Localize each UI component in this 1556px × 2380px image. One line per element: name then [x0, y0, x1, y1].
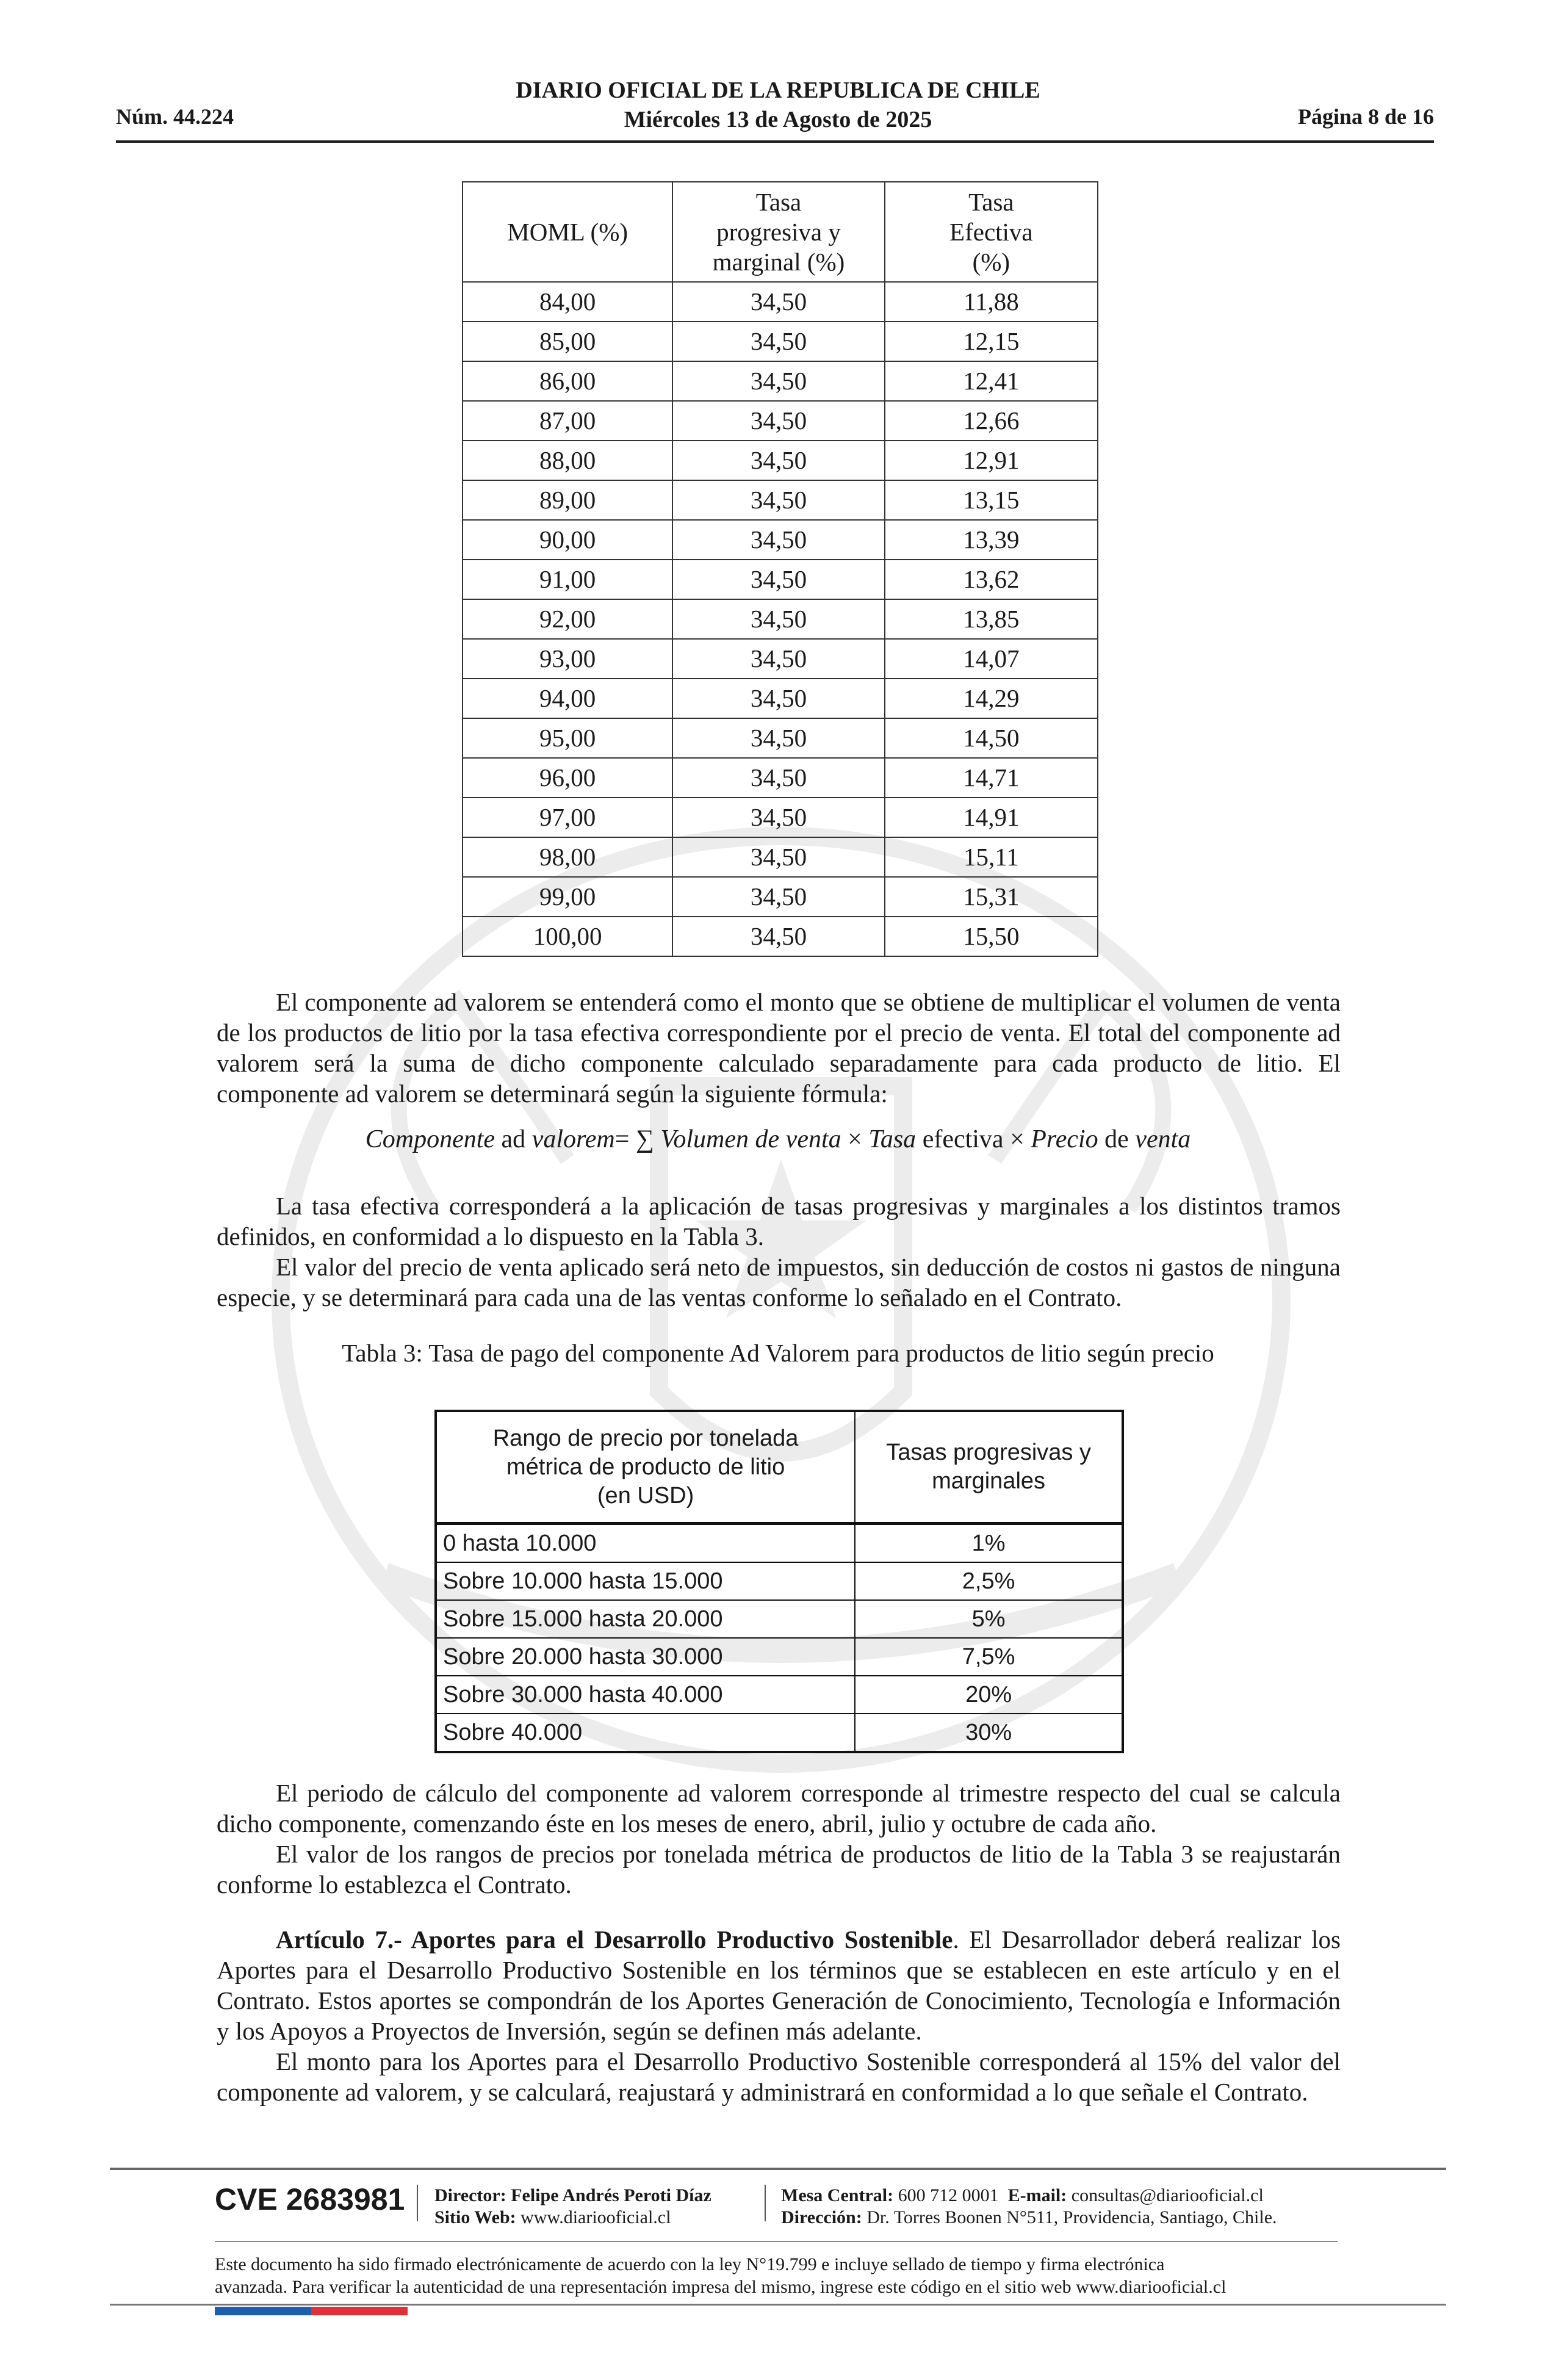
effective-rate-cell: 12,66	[885, 401, 1098, 441]
director-label: Director:	[434, 2185, 506, 2205]
progressive-rate-cell: 34,50	[672, 679, 884, 718]
price-range-cell: Sobre 20.000 hasta 30.000	[436, 1638, 855, 1676]
moml-cell: 84,00	[463, 282, 672, 322]
header-text: Tasas progresivas y	[886, 1440, 1091, 1465]
table-row	[436, 1524, 1123, 1563]
table-row	[463, 520, 1098, 560]
table-header-row	[436, 1411, 1123, 1524]
price-range-cell: Sobre 15.000 hasta 20.000	[436, 1600, 855, 1638]
email-link[interactable]: consultas@diariooficial.cl	[1071, 2185, 1264, 2205]
table-row	[463, 401, 1098, 441]
progressive-rate-cell: 34,50	[672, 599, 884, 639]
price-range-cell: Sobre 40.000	[436, 1714, 855, 1752]
footer-separator	[765, 2185, 766, 2221]
moml-cell: 94,00	[463, 679, 672, 718]
price-range-rate-table	[434, 1410, 1124, 1753]
header-text: Tasa	[968, 187, 1014, 216]
moml-cell: 92,00	[463, 599, 672, 639]
header-text: marginal (%)	[712, 247, 845, 276]
table-row	[463, 917, 1098, 956]
website-link[interactable]: www.diariooficial.cl	[520, 2207, 671, 2227]
progressive-rate-cell: 34,50	[672, 560, 884, 599]
progressive-rate-cell: 34,50	[672, 480, 884, 520]
moml-cell: 95,00	[463, 718, 672, 758]
table-row	[463, 679, 1098, 718]
ad-valorem-formula	[0, 1125, 1556, 1154]
table-row	[463, 798, 1098, 837]
effective-rate-cell: 15,31	[885, 877, 1098, 917]
price-range-cell: 0 hasta 10.000	[436, 1524, 855, 1563]
flag-stripe-red	[311, 2307, 408, 2315]
table-row	[463, 480, 1098, 520]
phone-label: Mesa Central:	[781, 2185, 894, 2205]
paragraph-text: La tasa efectiva corresponderá a la aplicación de tasas progresivas y marginales a los distintos tramos definidos, en conformidad a lo dispuesto en la Tabla 3.	[217, 1192, 1341, 1250]
effective-rate-cell: 11,88	[885, 282, 1098, 322]
paragraph-effective-rate	[217, 1191, 1341, 1313]
table-row	[436, 1562, 1123, 1600]
paragraph-text: El periodo de cálculo del componente ad valorem corresponde al trimestre respecto del cual se calcula dicho componente, comenzando éste en los meses de enero, abril, julio y octubre de cada año.	[217, 1779, 1341, 1837]
moml-cell: 93,00	[463, 639, 672, 679]
progressive-rate-cell: 34,50	[672, 917, 884, 956]
progressive-rate-cell: 34,50	[672, 441, 884, 480]
header-text: (%)	[972, 247, 1010, 276]
table-row	[436, 1600, 1123, 1638]
progressive-rate-cell: 34,50	[672, 322, 884, 361]
notice-line: avanzada. Para verificar la autenticidad de una representación impresa del mismo, ingrese este código en el sitio web www.diariooficial.cl	[215, 2277, 1226, 2297]
table-row	[436, 1638, 1123, 1676]
table-row	[463, 718, 1098, 758]
paragraph-ad-valorem	[217, 987, 1341, 1109]
effective-rate-cell: 13,39	[885, 520, 1098, 560]
rate-cell: 20%	[855, 1676, 1123, 1714]
formula-term: = ∑	[614, 1125, 661, 1153]
flag-stripe-blue	[215, 2307, 311, 2315]
header-text: marginales	[932, 1468, 1046, 1494]
table-row	[436, 1714, 1123, 1752]
footer-contact-block	[781, 2185, 1277, 2229]
progressive-rate-cell: 34,50	[672, 758, 884, 798]
paragraph-text: El valor del precio de venta aplicado será neto de impuestos, sin deducción de costos ni gastos de ninguna especie, y se determinará para cada una de las ventas conforme lo señalado en el Contrato.	[217, 1253, 1341, 1311]
formula-term: de	[1098, 1125, 1136, 1153]
effective-rate-cell: 15,50	[885, 917, 1098, 956]
rate-cell: 30%	[855, 1714, 1123, 1752]
header-effective-rate	[885, 182, 1098, 282]
progressive-rate-cell: 34,50	[672, 837, 884, 877]
notice-line: Este documento ha sido firmado electrónicamente de acuerdo con la ley N°19.799 e incluye sellado de tiempo y firma electrónica	[215, 2254, 1165, 2274]
header-text: Rango de precio por tonelada	[492, 1425, 799, 1451]
effective-rate-cell: 14,50	[885, 718, 1098, 758]
progressive-rate-cell: 34,50	[672, 401, 884, 441]
formula-term: Precio	[1031, 1125, 1098, 1153]
header-text: métrica de producto de litio	[506, 1454, 785, 1480]
table-row	[463, 837, 1098, 877]
header-text: Tasa	[755, 187, 802, 216]
moml-cell: 85,00	[463, 322, 672, 361]
paragraph-calculation-period	[217, 1778, 1341, 1900]
page-indicator: Página 8 de 16	[1297, 104, 1434, 129]
moml-rate-table	[462, 181, 1098, 957]
progressive-rate-cell: 34,50	[672, 361, 884, 401]
email-label: E-mail:	[1007, 2185, 1067, 2205]
header-text: Efectiva	[949, 217, 1033, 246]
table-header-row	[463, 182, 1098, 282]
effective-rate-cell: 13,62	[885, 560, 1098, 599]
effective-rate-cell: 14,71	[885, 758, 1098, 798]
table-row	[463, 282, 1098, 322]
footer-divider	[110, 2168, 1446, 2170]
director-name: Felipe Andrés Peroti Díaz	[511, 2185, 711, 2205]
moml-cell: 88,00	[463, 441, 672, 480]
header-divider	[116, 140, 1434, 143]
progressive-rate-cell: 34,50	[672, 718, 884, 758]
paragraph-text: El componente ad valorem se entenderá como el monto que se obtiene de multiplicar el volumen de venta de los productos de litio por la tasa efectiva correspondiente por el precio de venta. El total del componente ad valorem será la suma de dicho componente calculado separadamente para cada producto de litio. El componente ad valorem se determinará según la siguiente fórmula:	[217, 988, 1341, 1108]
address-text: Dr. Torres Boonen N°511, Providencia, Santiago, Chile.	[866, 2207, 1277, 2227]
formula-term: venta	[1135, 1125, 1191, 1153]
header-text: progresiva y	[716, 217, 841, 246]
footer-separator	[417, 2185, 418, 2221]
table-row	[463, 877, 1098, 917]
table-row	[436, 1676, 1123, 1714]
effective-rate-cell: 15,11	[885, 837, 1098, 877]
moml-cell: 100,00	[463, 917, 672, 956]
effective-rate-cell: 12,41	[885, 361, 1098, 401]
address-label: Dirección:	[781, 2207, 862, 2227]
rate-cell: 5%	[855, 1600, 1123, 1638]
progressive-rate-cell: 34,50	[672, 798, 884, 837]
header-price-range	[436, 1411, 855, 1524]
header-text: (en USD)	[597, 1482, 694, 1509]
formula-term: Volumen de venta	[660, 1125, 841, 1153]
header-progressive-rates	[855, 1411, 1123, 1524]
table-row	[463, 560, 1098, 599]
effective-rate-cell: 13,85	[885, 599, 1098, 639]
article-text: . El Desarrollador deberá realizar los Aportes para el Desarrollo Productivo Sostenible en los términos que se establecen en este artículo y en el Contrato. Estos aportes se compondrán de los Aportes Generación de Conocimiento, Tecnología e Información y los Apoyos a Proyectos de Inversión, según se definen más adelante.	[217, 1925, 1341, 2045]
moml-cell: 90,00	[463, 520, 672, 560]
footer-director-block	[434, 2185, 711, 2229]
progressive-rate-cell: 34,50	[672, 282, 884, 322]
rate-cell: 1%	[855, 1524, 1123, 1563]
effective-rate-cell: 14,91	[885, 798, 1098, 837]
table-row	[463, 441, 1098, 480]
effective-rate-cell: 12,91	[885, 441, 1098, 480]
moml-cell: 89,00	[463, 480, 672, 520]
formula-term: Componente	[365, 1125, 495, 1153]
moml-cell: 97,00	[463, 798, 672, 837]
formula-term: Tasa	[868, 1125, 917, 1153]
effective-rate-cell: 12,15	[885, 322, 1098, 361]
issue-date: Miércoles 13 de Agosto de 2025	[624, 107, 932, 132]
price-range-cell: Sobre 10.000 hasta 15.000	[436, 1562, 855, 1600]
formula-term: ×	[841, 1125, 869, 1153]
rate-cell: 2,5%	[855, 1562, 1123, 1600]
footer-divider	[215, 2241, 1338, 2242]
article-title: Artículo 7.- Aportes para el Desarrollo Productivo Sostenible	[276, 1925, 953, 1953]
progressive-rate-cell: 34,50	[672, 639, 884, 679]
rate-cell: 7,5%	[855, 1638, 1123, 1676]
header-progressive-rate	[672, 182, 884, 282]
effective-rate-cell: 14,07	[885, 639, 1098, 679]
header-moml	[463, 182, 672, 282]
table-row	[463, 599, 1098, 639]
newspaper-title: DIARIO OFICIAL DE LA REPUBLICA DE CHILE	[516, 78, 1040, 103]
table-row	[463, 758, 1098, 798]
table-row	[463, 322, 1098, 361]
article-7	[217, 1924, 1341, 2107]
moml-cell: 99,00	[463, 877, 672, 917]
moml-cell: 96,00	[463, 758, 672, 798]
website-label: Sitio Web:	[434, 2207, 516, 2227]
progressive-rate-cell: 34,50	[672, 877, 884, 917]
formula-term: valorem	[531, 1125, 615, 1153]
table-row	[463, 639, 1098, 679]
footer-divider	[110, 2304, 1446, 2306]
paragraph-text: El monto para los Aportes para el Desarrollo Productivo Sostenible corresponderá al 15% del valor del componente ad valorem, y se calculará, reajustará y administrará en conformidad a lo que señale el Contrato.	[217, 2047, 1341, 2106]
table-row	[463, 361, 1098, 401]
formula-term: ad	[495, 1125, 532, 1153]
issue-number: Núm. 44.224	[116, 104, 234, 129]
effective-rate-cell: 13,15	[885, 480, 1098, 520]
cve-code: CVE 2683981	[215, 2182, 405, 2216]
effective-rate-cell: 14,29	[885, 679, 1098, 718]
paragraph-text	[217, 1924, 1341, 2046]
formula-term: efectiva ×	[916, 1125, 1031, 1153]
paragraph-text: El valor de los rangos de precios por tonelada métrica de productos de litio de la Tabla 3 se reajustarán conforme lo establezca el Contrato.	[217, 1840, 1341, 1899]
header-text: MOML (%)	[507, 217, 629, 246]
phone-number: 600 712 0001	[898, 2185, 999, 2205]
moml-cell: 86,00	[463, 361, 672, 401]
price-range-cell: Sobre 30.000 hasta 40.000	[436, 1676, 855, 1714]
signature-notice	[215, 2253, 1344, 2298]
moml-cell: 87,00	[463, 401, 672, 441]
moml-cell: 98,00	[463, 837, 672, 877]
table3-caption: Tabla 3: Tasa de pago del componente Ad Valorem para productos de litio según precio	[342, 1339, 1214, 1367]
progressive-rate-cell: 34,50	[672, 520, 884, 560]
moml-cell: 91,00	[463, 560, 672, 599]
